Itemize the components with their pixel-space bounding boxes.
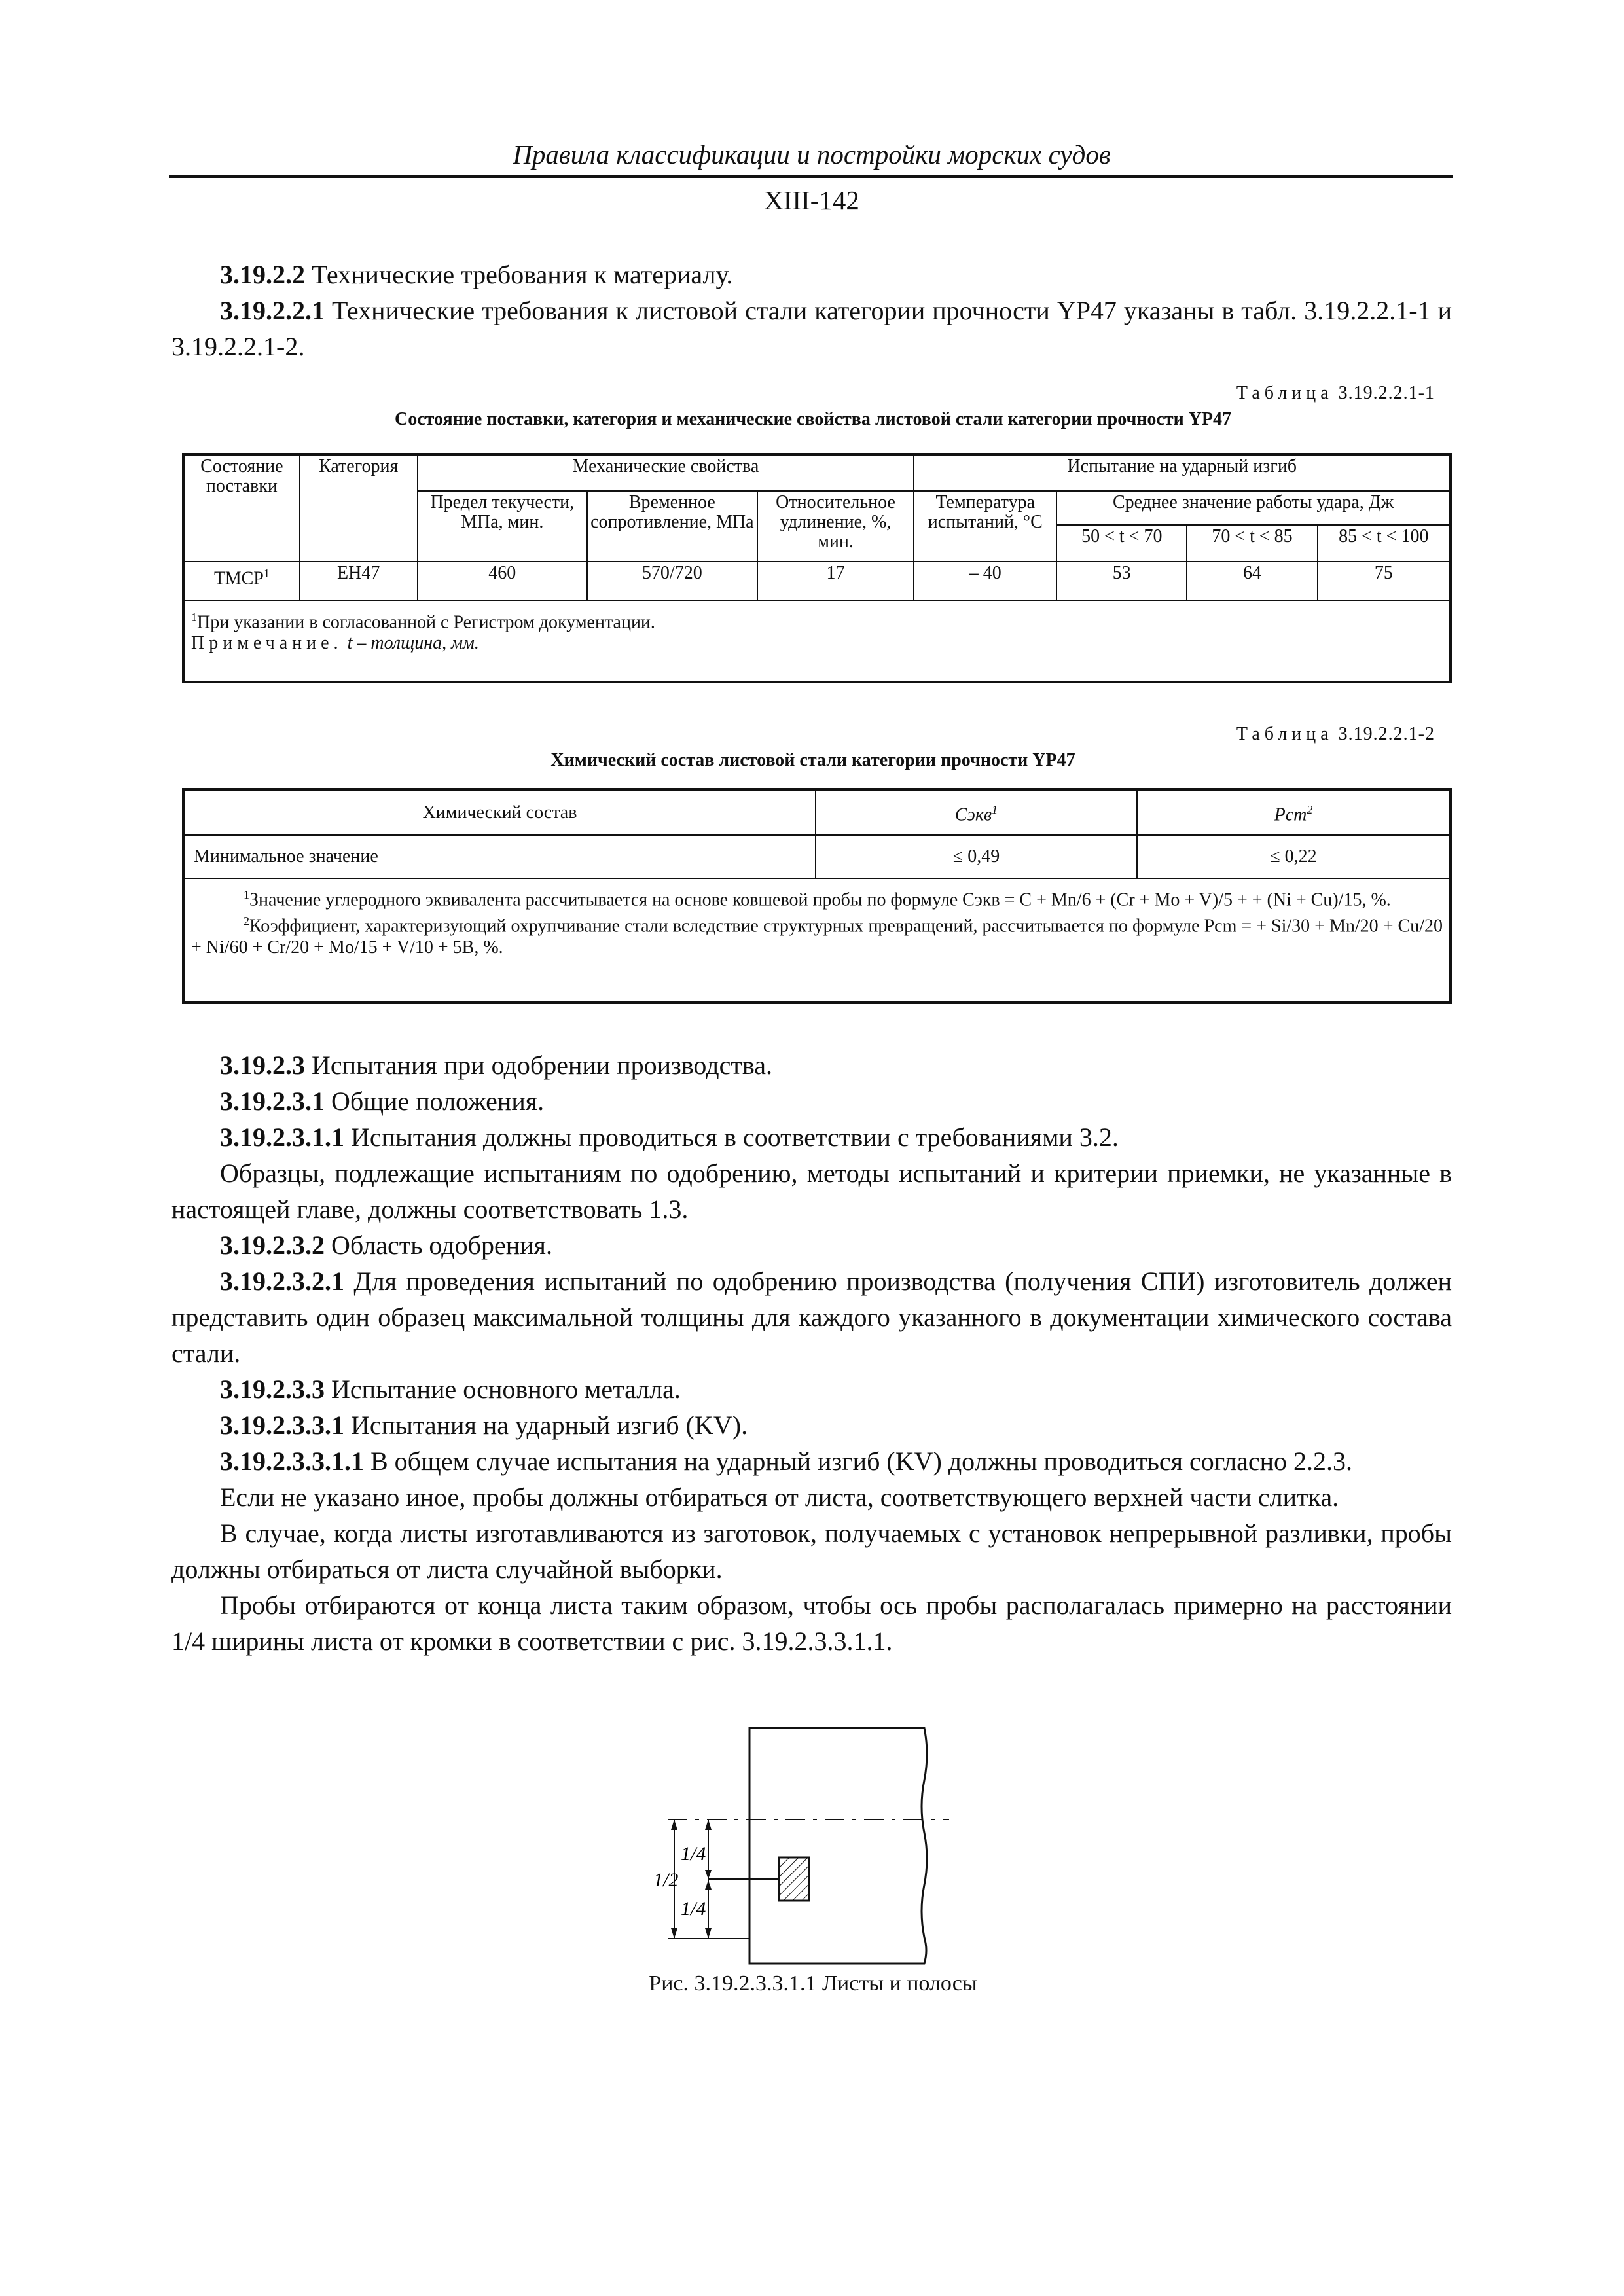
label-quarter-bottom: 1/4	[681, 1898, 706, 1920]
header-pcm: Pcm$^2$	[1137, 789, 1451, 835]
cell-energy-2: 64	[1187, 562, 1317, 601]
table2-caption-prefix: Таблица	[1236, 724, 1333, 744]
table2-notes	[183, 878, 1451, 1003]
table-row	[183, 562, 1451, 601]
cell-tensile: 570/720	[587, 562, 757, 601]
paragraph: 3.19.2.3.2.1 Для проведения испытаний по одобрению производства (получения СПИ) изготовитель должен представить один образец максимальной толщины для каждого указанного в документации химического состава стали.	[171, 1266, 1452, 1368]
cell-temperature: – 40	[914, 562, 1056, 601]
header-thickness-1: 50 < t < 70	[1056, 525, 1187, 562]
cell-ceq-value: ≤ 0,49	[816, 835, 1137, 878]
header-tensile: Временное сопротивление, МПа	[587, 491, 757, 562]
section-3-19-2-2-1	[171, 293, 1452, 365]
table1-caption	[171, 383, 1435, 404]
plate-outline	[749, 1728, 927, 1964]
page-number: XIII-142	[764, 185, 859, 215]
header-thickness-3: 85 < t < 100	[1318, 525, 1451, 562]
cell-elongation: 17	[757, 562, 914, 601]
paragraph: Если не указано иное, пробы должны отбираться от листа, соответствующего верхней части слитка.	[220, 1482, 1339, 1512]
figure-plate-diagram	[589, 1715, 1047, 1990]
label-quarter-top: 1/4	[681, 1843, 706, 1865]
paragraph: 3.19.2.3.1.1 Испытания должны проводиться в соответствии с требованиями 3.2.	[220, 1122, 1119, 1152]
specimen-hatched	[779, 1857, 809, 1901]
body-text	[0, 1047, 1624, 1659]
header-ceq: Cэкв$^1$	[816, 789, 1137, 835]
section-3-19-2-2	[171, 257, 1452, 293]
section-number: 3.19.2.2.1	[220, 296, 325, 325]
paragraph: 3.19.2.3.3.1.1 В общем случае испытания на ударный изгиб (KV) должны проводиться согласно 2.2.3.	[220, 1446, 1353, 1476]
paragraph: В случае, когда листы изготавливаются из заготовок, получаемых с установок непрерывной разливки, пробы должны отбираться от листа случайной выборки.	[171, 1518, 1452, 1584]
header-chem-composition: Химический состав	[183, 789, 816, 835]
table2-caption-number: 3.19.2.2.1-2	[1338, 724, 1435, 744]
table1-caption-prefix: Таблица	[1236, 383, 1333, 403]
header-impact-test: Испытание на ударный изгиб	[914, 454, 1451, 491]
section-text: Технические требования к материалу.	[305, 260, 733, 289]
cell-yield: 460	[418, 562, 587, 601]
header-temperature: Температура испытаний, °C	[914, 491, 1056, 562]
header-mechanical: Механические свойства	[418, 454, 914, 491]
table1-footnote: $^1$При указании в согласованной с Регистром документации.	[191, 611, 655, 633]
header-rule	[169, 175, 1453, 178]
header-category: Категория	[300, 454, 418, 562]
header-yield: Предел текучести, МПа, мин.	[418, 491, 587, 562]
paragraph: Пробы отбираются от конца листа таким образом, чтобы ось пробы располагалась примерно на расстоянии 1/4 ширины листа от кромки в соответствии с рис. 3.19.2.3.3.1.1.	[171, 1590, 1452, 1656]
header-condition: Состояние поставки	[183, 454, 300, 562]
cell-condition: ТМСР$^1$	[183, 562, 300, 601]
table2-title: Химический состав листовой стали категории прочности YP47	[550, 750, 1075, 770]
paragraph: Образцы, подлежащие испытаниям по одобрению, методы испытаний и критерии приемки, не указанные в настоящей главе, должны соответствовать 1.3.	[171, 1158, 1452, 1224]
table1-note: Примечание. t – толщина, мм.	[191, 633, 479, 654]
table1-title: Состояние поставки, категория и механические свойства листовой стали категории прочности YP47	[394, 409, 1232, 429]
table2-footnote-1: $^1$Значение углеродного эквивалента рассчитывается на основе ковшевой пробы по формуле Cэкв = C + Mn/6 + (Cr + Mo + V)/5 + + (Ni + Cu)/15, %.	[244, 888, 1391, 910]
section-text: Технические требования к листовой стали категории прочности YP47 указаны в табл. 3.19.2.2.1-1 и 3.19.2.2.1-2.	[171, 296, 1452, 361]
table2-caption	[171, 724, 1435, 745]
paragraph: 3.19.2.3.2 Область одобрения.	[220, 1230, 552, 1260]
cell-min-value-label: Минимальное значение	[183, 835, 816, 878]
running-header: Правила классификации и постройки морских судов	[513, 139, 1111, 170]
cell-energy-1: 53	[1056, 562, 1187, 601]
paragraph: 3.19.2.3.3 Испытание основного металла.	[220, 1374, 681, 1404]
cell-pcm-value: ≤ 0,22	[1137, 835, 1451, 878]
paragraph: 3.19.2.3.1 Общие положения.	[220, 1086, 545, 1116]
label-half: 1/2	[653, 1869, 679, 1891]
header-thickness-2: 70 < t < 85	[1187, 525, 1317, 562]
cell-category: EH47	[300, 562, 418, 601]
table1-caption-number: 3.19.2.2.1-1	[1338, 383, 1435, 403]
table1-notes	[183, 601, 1451, 682]
table2	[182, 788, 1452, 1004]
figure-caption: Рис. 3.19.2.3.3.1.1 Листы и полосы	[649, 1971, 977, 1996]
table2-footnote-2: $^2$Коэффициент, характеризующий охрупчивание стали вследствие структурных превращений, рассчитывается по формуле Pcm = + Si/30 + Mn/20 + Cu/20 + Ni/60 + Cr/20 + Mo/15 + V/10 + 5B, %.	[191, 914, 1443, 958]
header-avg-energy: Среднее значение работы удара, Дж	[1056, 491, 1451, 525]
header-elongation: Относительное удлинение, %, мин.	[757, 491, 914, 562]
paragraph: 3.19.2.3.3.1 Испытания на ударный изгиб (KV).	[220, 1410, 748, 1440]
table1	[182, 453, 1452, 683]
table-row	[183, 835, 1451, 878]
section-number: 3.19.2.2	[220, 260, 305, 289]
cell-energy-3: 75	[1318, 562, 1451, 601]
paragraph: 3.19.2.3 Испытания при одобрении производства.	[220, 1050, 772, 1080]
